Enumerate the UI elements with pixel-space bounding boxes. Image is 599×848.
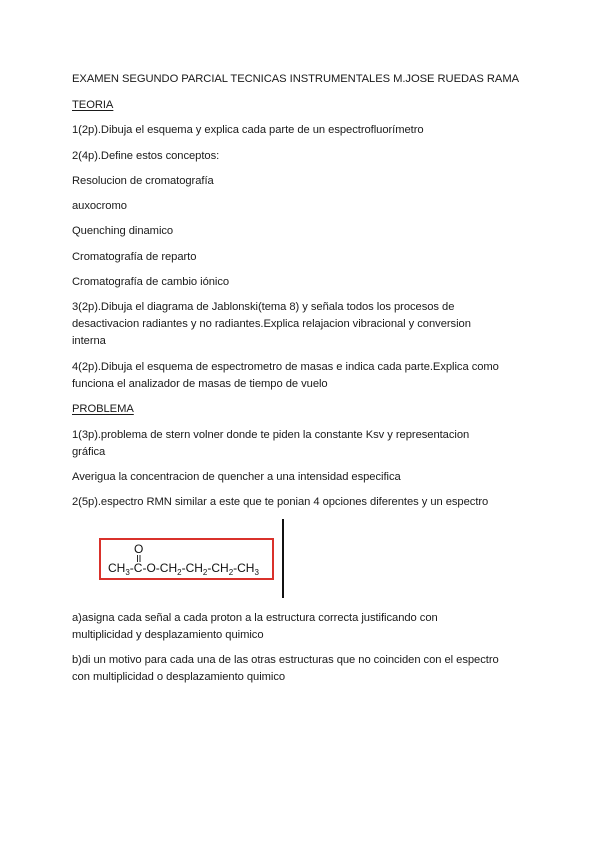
question-1: 1(2p).Dibuja el esquema y explica cada parte de un espectrofluorímetro [72,124,424,136]
part-a-line: a)asigna cada señal a cada proton a la estructura correcta justificando con [72,612,438,624]
question-4-line: funciona el analizador de masas de tiempo de vuelo [72,378,328,390]
part-b-line: con multiplicidad o desplazamiento quimico [72,671,286,683]
concept-item: Cromatografía de reparto [72,251,197,263]
question-3-line: interna [72,335,106,347]
concept-item: Cromatografía de cambio iónico [72,276,230,288]
oxygen-label: O [134,542,144,556]
problem-2: 2(5p).espectro RMN similar a este que te ponian 4 opciones diferentes y un espectro [72,496,489,508]
concept-item: Resolucion de cromatografía [72,175,214,187]
question-2: 2(4p).Define estos conceptos: [72,150,220,162]
question-4-line: 4(2p).Dibuja el esquema de espectrometro de masas e indica cada parte.Explica como [72,361,499,373]
part-a-line: multiplicidad y desplazamiento quimico [72,629,264,641]
problem-1-extra: Averigua la concentracion de quencher a una intensidad especifica [72,471,401,483]
formula-text: $CH_3-C-O-CH_2-CH_2-CH_2-CH_3$ [108,561,259,577]
part-b-line: b)di un motivo para cada una de las otras estructuras que no coinciden con el espectro [72,654,499,666]
question-3-line: 3(2p).Dibuja el diagrama de Jablonski(tema 8) y señala todos los procesos de [72,301,455,313]
concept-item: auxocromo [72,200,127,212]
vertical-rule [282,519,284,598]
question-3-line: desactivacion radiantes y no radiantes.Explica relajacion vibracional y conversion [72,318,471,330]
problem-1-line: gráfica [72,446,106,458]
teoria-heading: TEORIA [72,99,114,111]
exam-title: EXAMEN SEGUNDO PARCIAL TECNICAS INSTRUMENTALES M.JOSE RUEDAS RAMA [72,73,520,85]
concept-item: Quenching dinamico [72,225,174,237]
problem-1-line: 1(3p).problema de stern volner donde te piden la constante Ksv y representacion [72,429,470,441]
problema-heading: PROBLEMA [72,403,134,415]
